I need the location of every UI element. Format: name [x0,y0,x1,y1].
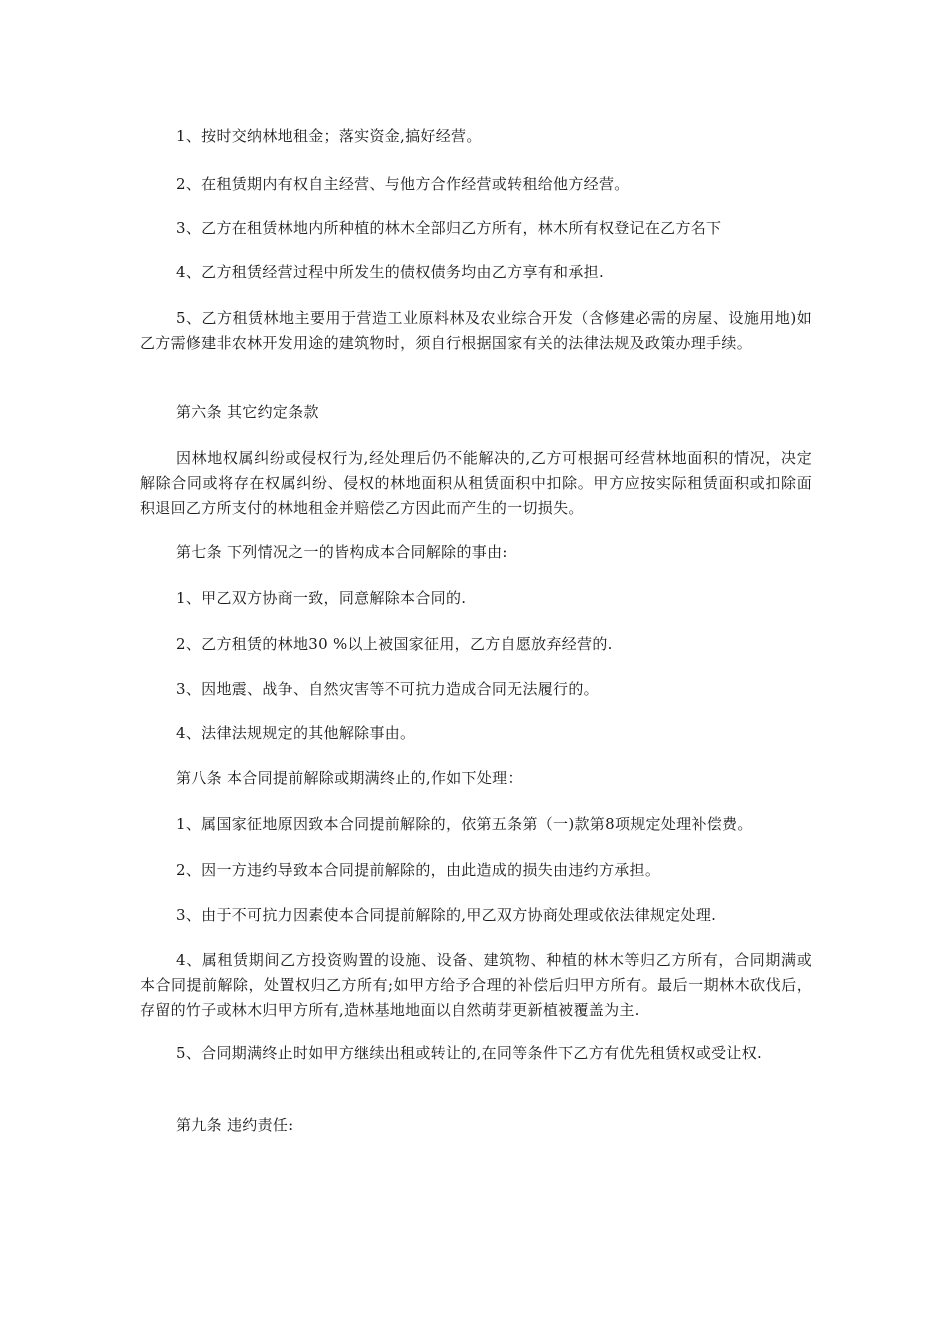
paragraph-duty-1: 1、按时交纳林地租金；落实资金,搞好经营。 [176,127,482,145]
article-7-item-4: 4、法律法规规定的其他解除事由。 [176,724,416,742]
article-7-item-2: 2、乙方租赁的林地30 %以上被国家征用，乙方自愿放弃经营的. [176,635,613,653]
article-8-item-4: 4、属租赁期间乙方投资购置的设施、设备、建筑物、种植的林木等归乙方所有，合同期满或本合同提前解除，处置权归乙方所有;如甲方给予合理的补偿后归甲方所有。最后一期林木砍伐后，存留的竹子或林木归甲方所有,造林基地地面以自然萌芽更新植被覆盖为主. [140,951,812,1019]
article-8-item-2: 2、因一方违约导致本合同提前解除的，由此造成的损失由违约方承担。 [176,861,661,879]
article-8-item-1: 1、属国家征地原因致本合同提前解除的，依第五条第（一)款第8项规定处理补偿费。 [176,815,753,833]
article-8-item-5: 5、合同期满终止时如甲方继续出租或转让的,在同等条件下乙方有优先租赁权或受让权. [176,1044,763,1062]
article-6-heading: 第六条 其它约定条款 [176,403,319,421]
article-7-heading: 第七条 下列情况之一的皆构成本合同解除的事由: [176,543,508,561]
article-6-body: 因林地权属纠纷或侵权行为,经处理后仍不能解决的,乙方可根据可经营林地面积的情况，决定解除合同或将存在权属纠纷、侵权的林地面积从租赁面积中扣除。甲方应按实际租赁面积或扣除面积退回乙方所支付的林地租金并赔偿乙方因此而产生的一切损失。 [140,449,812,517]
paragraph-duty-4: 4、乙方租赁经营过程中所发生的债权债务均由乙方享有和承担. [176,263,605,281]
article-8-item-3: 3、由于不可抗力因素使本合同提前解除的,甲乙双方协商处理或依法律规定处理. [176,906,717,924]
paragraph-duty-2: 2、在租赁期内有权自主经营、与他方合作经营或转租给他方经营。 [176,175,630,193]
article-9-heading: 第九条 违约责任: [176,1116,294,1134]
article-7-item-1: 1、甲乙双方协商一致，同意解除本合同的. [176,589,467,607]
article-8-heading: 第八条 本合同提前解除或期满终止的,作如下处理： [176,769,523,787]
paragraph-duty-3: 3、乙方在租赁林地内所种植的林木全部归乙方所有，林木所有权登记在乙方名下 [176,219,722,237]
paragraph-duty-5: 5、乙方租赁林地主要用于营造工业原料林及农业综合开发（含修建必需的房屋、设施用地)如乙方需修建非农林开发用途的建筑物时，须自行根据国家有关的法律法规及政策办理手续。 [140,309,812,352]
article-7-item-3: 3、因地震、战争、自然灾害等不可抗力造成合同无法履行的。 [176,680,599,698]
